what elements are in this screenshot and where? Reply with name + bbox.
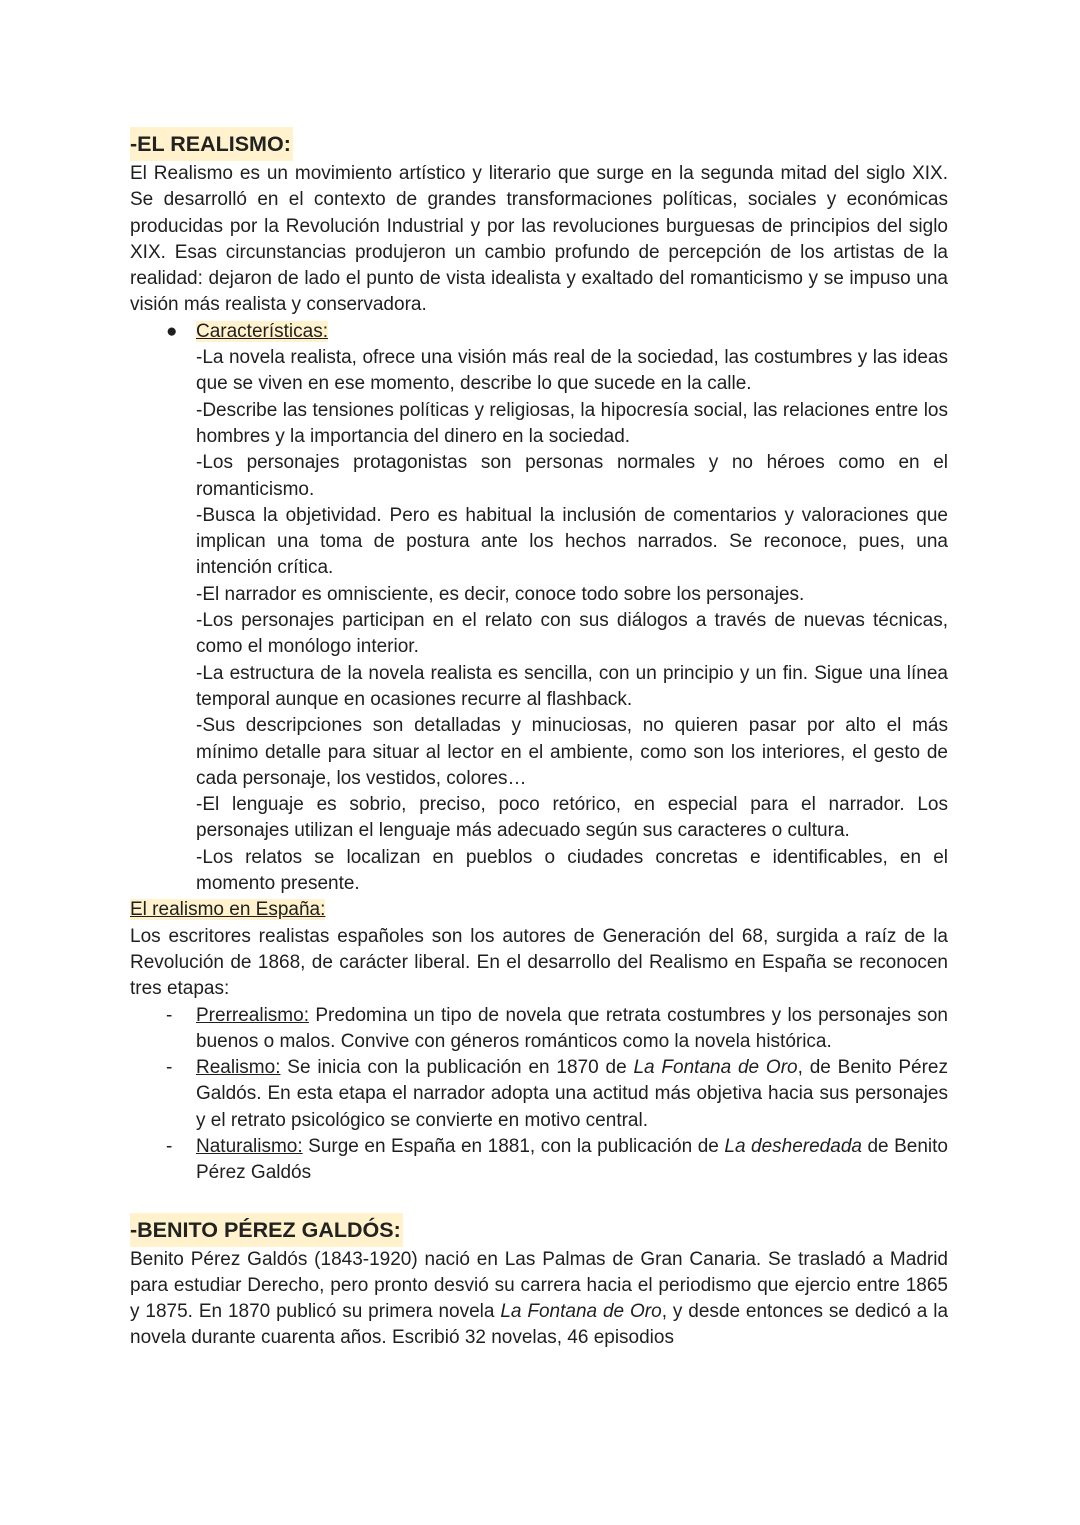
section-heading-realismo: -EL REALISMO: [130, 127, 293, 161]
stage-text: Predomina un tipo de novela que retrata costumbres y los personajes son buenos o malos. Convive con géneros románticos como la novela histórica. [196, 1004, 948, 1052]
stage-item-realismo [166, 1055, 949, 1134]
stage-text: Se inicia con la publicación en 1870 de [280, 1057, 634, 1079]
stages-list [130, 1003, 948, 1187]
bullet-icon: ● [166, 320, 178, 342]
stage-label: Prerrealismo: [196, 1004, 309, 1026]
dash-marker: - [166, 1135, 173, 1157]
characteristic-item: -La novela realista, ofrece una visión más real de la sociedad, las costumbres y las ideas que se viven en ese momento, describe lo que sucede en la calle. [196, 347, 948, 395]
galdos-text: Benito Pérez Galdós (1843-1920) nació en Las Palmas de Gran Canaria. Se trasladó a Madrid para estudiar Derecho, pero pronto desvió su carrera hacia el periodismo que ejercio entre 1865 y 1875. En 1870 publicó su primera novela [130, 1248, 948, 1323]
characteristics-label: Características: [196, 320, 328, 342]
realismo-intro-paragraph: El Realismo es un movimiento artístico y literario que surge en la segunda mitad del siglo XIX. Se desarrolló en el contexto de grandes transformaciones políticas, sociales y económicas producidas por la Revolución Industrial y por las revoluciones burguesas de principios del siglo XIX. Esas circunstancias produjeron un cambio profundo de percepción de los artistas de la realidad: dejaron de lado el punto de vista idealista y exaltado del romanticismo y se impuso una visión más realista y conservadora. [130, 163, 948, 316]
stage-text: , de Benito Pérez Galdós. En esta etapa el narrador adopta una actitud más objetiva hacia sus personajes y el retrato psicológico se convierte en motivo central. [196, 1057, 949, 1131]
espana-intro-paragraph: Los escritores realistas españoles son los autores de Generación del 68, surgida a raíz de la Revolución de 1868, de carácter liberal. En el desarrollo del Realismo en España se reconocen tres etapas: [130, 925, 948, 1000]
characteristics-bullet [130, 319, 948, 345]
document-page [130, 127, 948, 1352]
stage-label: Naturalismo: [196, 1135, 303, 1157]
characteristic-item: -Los personajes protagonistas son personas normales y no héroes como en el romanticismo. [196, 452, 948, 500]
section-heading-galdos: -BENITO PÉREZ GALDÓS: [130, 1213, 403, 1247]
section-spacer [130, 1187, 948, 1213]
dash-marker: - [166, 1004, 173, 1026]
characteristic-item: -El narrador es omnisciente, es decir, conoce todo sobre los personajes. [196, 583, 805, 605]
galdos-paragraph [130, 1247, 948, 1352]
dash-marker: - [166, 1057, 173, 1079]
galdos-text: , y desde entonces se dedicó a la novela durante cuarenta años. Escribió 32 novelas, 46 episodios [130, 1301, 949, 1349]
work-title: La desheredada [724, 1135, 862, 1157]
section-realismo-espana [130, 897, 948, 1186]
subsection-heading-espana: El realismo en España: [130, 899, 326, 921]
section-galdos [130, 1213, 948, 1352]
stage-text: Surge en España en 1881, con la publicación de [302, 1135, 725, 1157]
characteristic-item: -El lenguaje es sobrio, preciso, poco retórico, en especial para el narrador. Los personajes utilizan el lenguaje más adecuado según sus caracteres o cultura. [196, 794, 948, 842]
characteristic-item: -Los personajes participan en el relato con sus diálogos a través de nuevas técnicas, como el monólogo interior. [196, 610, 948, 658]
stage-text: de Benito Pérez Galdós [196, 1135, 948, 1184]
section-realismo [130, 127, 948, 897]
characteristics-list [130, 345, 948, 897]
stage-item-naturalismo [166, 1134, 948, 1187]
characteristic-item: -La estructura de la novela realista es sencilla, con un principio y un fin. Sigue una línea temporal aunque en ocasiones recurre al flashback. [196, 662, 948, 710]
characteristic-item: -Busca la objetividad. Pero es habitual la inclusión de comentarios y valoraciones que implican una toma de postura ante los hechos narrados. Se reconoce, pues, una intención crítica. [196, 504, 948, 579]
stage-label: Realismo: [196, 1057, 281, 1079]
characteristic-item: -Sus descripciones son detalladas y minuciosas, no quieren pasar por alto el más mínimo detalle para situar al lector en el ambiente, como son los interiores, el gesto de cada personaje, los vestidos, colores… [196, 715, 948, 789]
stage-item-prerrealismo [166, 1003, 948, 1056]
work-title: La Fontana de Oro [500, 1301, 662, 1323]
characteristic-item: -Los relatos se localizan en pueblos o ciudades concretas e identificables, en el momento presente. [196, 846, 948, 895]
work-title: La Fontana de Oro [633, 1057, 798, 1079]
characteristic-item: -Describe las tensiones políticas y religiosas, la hipocresía social, las relaciones entre los hombres y la importancia del dinero en la sociedad. [196, 399, 948, 447]
